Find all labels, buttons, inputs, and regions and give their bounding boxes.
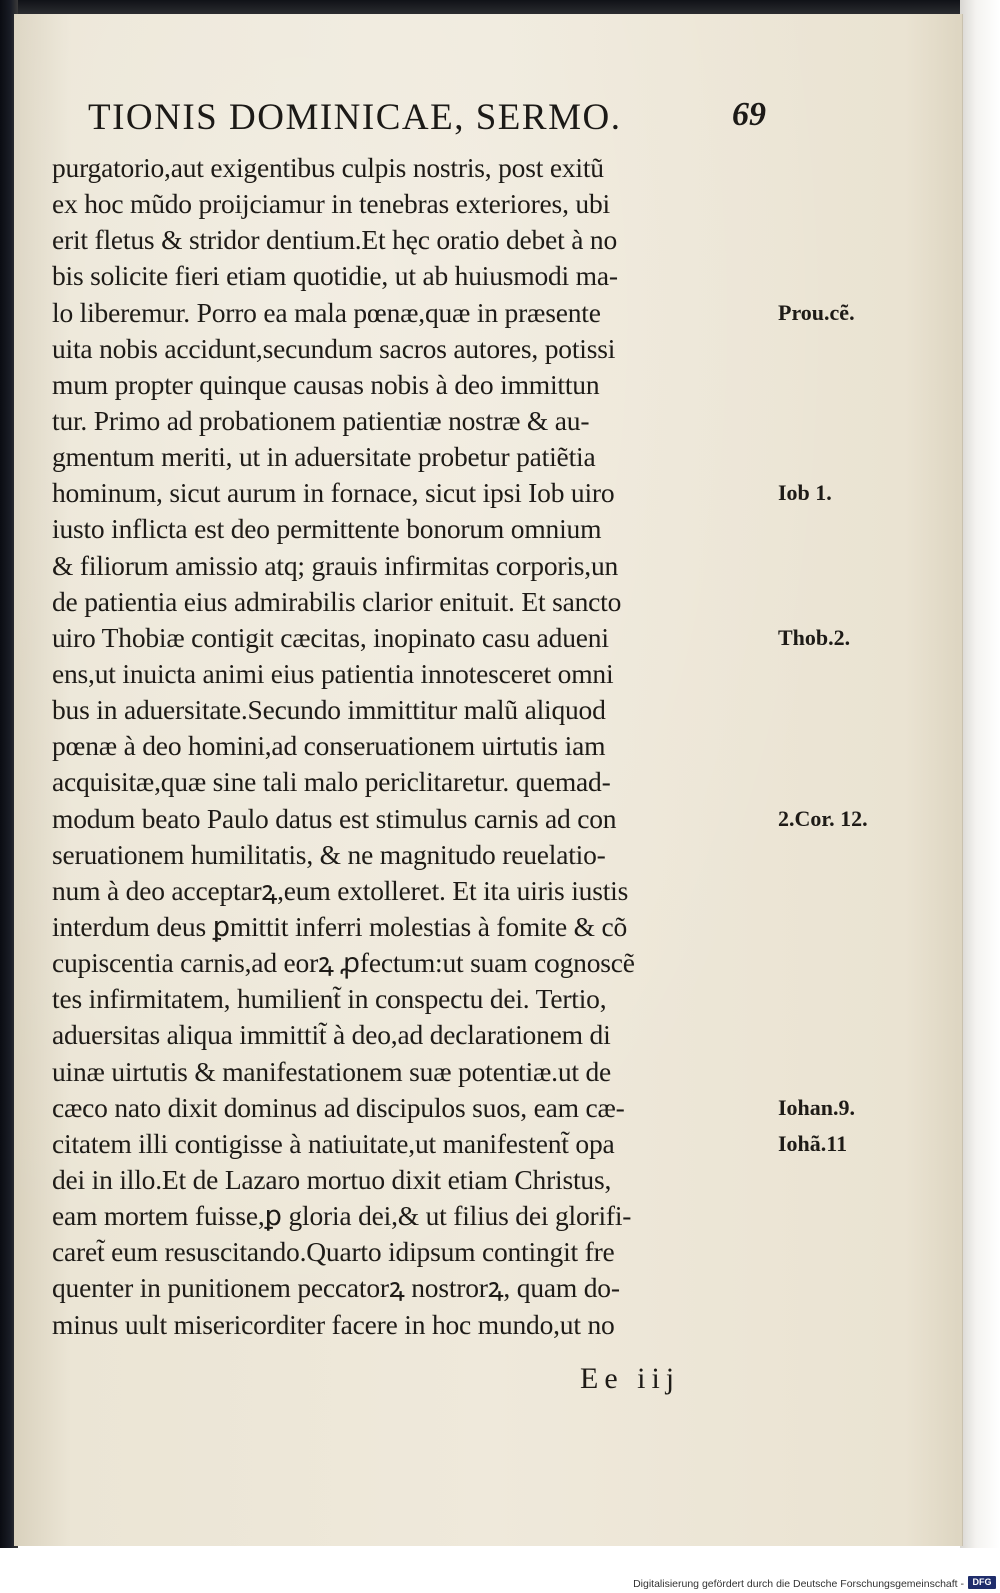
text-line: interdum deus ꝑmittit inferri molestias à fomite & cõ (52, 910, 628, 942)
text-line: quenter in punitionem peccatorꝝ nostrorꝝ, quam do- (52, 1272, 620, 1304)
text-line: iusto inflicta est deo permittente bonorum omnium (52, 513, 602, 545)
text-line: & filiorum amissio atq; grauis infirmitas corporis,un (52, 549, 619, 581)
digitization-credit: Digitalisierung gefördert durch die Deutsche Forschungsgemeinschaft - (633, 1578, 964, 1590)
text-line: tes infirmitatem, humilient̃ in conspectu dei. Tertio, (52, 983, 607, 1015)
text-line: pœnæ à deo homini,ad conseruationem uirtutis iam (52, 730, 606, 762)
margin-note: Thob.2. (778, 624, 851, 650)
text-line: erit fletus & stridor dentium.Et hęc oratio debet à no (52, 224, 618, 256)
page-number: 69 (732, 96, 766, 133)
text-line: gmentum meriti, ut in aduersitate probetur patiẽtia (52, 441, 596, 473)
text-line: bus in aduersitate.Secundo immittitur malũ aliquod (52, 694, 606, 726)
text-line: bis solicite fieri etiam quotidie, ut ab huiusmodi ma- (52, 260, 618, 292)
margin-note: 2.Cor. 12. (778, 805, 868, 831)
text-line: caret̃ eum resuscitando.Quarto idipsum contingit fre (52, 1236, 615, 1268)
text-line: seruationem humilitatis, & ne magnitudo reuelatio- (52, 838, 606, 870)
text-line: aduersitas aliqua immittit̃ à deo,ad declarationem di (52, 1019, 611, 1051)
scan-frame-top (0, 0, 1000, 14)
text-line: purgatorio,aut exigentibus culpis nostris, post exitũ (52, 152, 604, 183)
text-line: num à deo acceptarꝝ,eum extolleret. Et ita uiris iustis (52, 874, 629, 906)
text-line: eam mortem fuisse,ꝑ gloria dei,& ut filius dei glorifi- (52, 1200, 632, 1232)
signature-mark: Ee iij (580, 1362, 681, 1395)
text-line: acquisitæ,quæ sine tali malo periclitaretur. quemad- (52, 766, 611, 798)
text-line: ens,ut inuicta animi eius patientia innotesceret omni (52, 657, 614, 689)
body-text (52, 150, 772, 1343)
text-line: de patientia eius admirabilis clarior enituit. Et sancto (52, 585, 622, 617)
text-line: uinæ uirtutis & manifestationem suæ potentiæ.ut de (52, 1055, 612, 1087)
text-line: minus uult misericorditer facere in hoc mundo,ut no (52, 1308, 615, 1340)
dfg-logo: DFG (968, 1576, 996, 1589)
text-line: hominum, sicut aurum in fornace, sicut ipsi Iob uiro (52, 477, 615, 509)
scan-frame-right (960, 0, 1000, 1560)
text-line: modum beato Paulo datus est stimulus carnis ad con (52, 802, 617, 834)
text-line: lo liberemur. Porro ea mala pœnæ,quæ in præsente (52, 296, 601, 328)
running-title: TIONIS DOMINICAE, SERMO. (88, 97, 622, 138)
text-line: tur. Primo ad probationem patientiæ nostræ & au- (52, 404, 590, 436)
text-line: ex hoc mũdo proijciamur in tenebras exteriores, ubi (52, 188, 610, 220)
margin-note: Iohã.11 (778, 1131, 848, 1157)
margin-note: Prou.cẽ. (778, 299, 855, 325)
text-line: uita nobis accidunt,secundum sacros autores, potissi (52, 332, 616, 364)
text-line: cupiscentia carnis,ad eorꝝ ꝓfectum:ut suam cognoscẽ (52, 947, 635, 979)
margin-note: Iohan.9. (778, 1094, 856, 1120)
text-line: cæco nato dixit dominus ad discipulos suos, eam cæ- (52, 1091, 625, 1123)
text-line: mum propter quinque causas nobis à deo immittun (52, 368, 600, 400)
margin-note: Iob 1. (778, 480, 832, 506)
text-line: citatem illi contigisse à natiuitate,ut manifestent̃ opa (52, 1127, 615, 1159)
text-line: dei in illo.Et de Lazaro mortuo dixit etiam Christus, (52, 1163, 612, 1195)
text-line: uiro Thobiæ contigit cæcitas, inopinato casu adueni (52, 621, 609, 653)
